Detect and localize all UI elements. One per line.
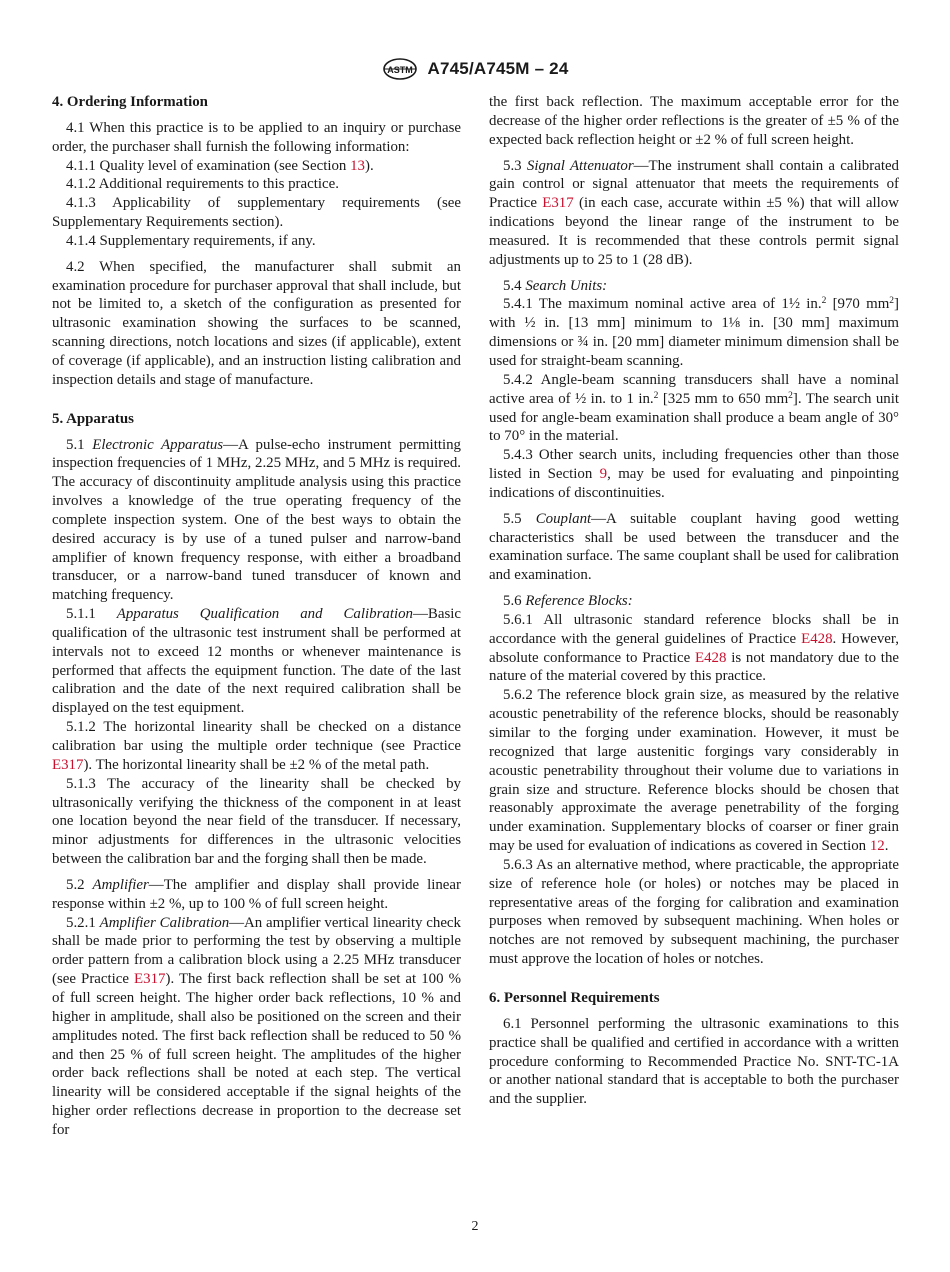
para-5-2-1: 5.2.1 Amplifier Calibration—An amplifier vertical linearity check shall be made prior to performing the test by observing a multiple order pattern from a calibration block using a 2.25 MHz transducer (see Practice E317). The first back reflection shall be set at 100 % of full screen height. The higher order back reflections, 10 % and higher in amplitude, shall also be positioned on the screen and their amplitudes noted. The first back reflection shall be reduced to 50 % and then 25 % of full screen height. The amplitudes of the higher order back reflections shall be noted at each step. The vertical linearity will be considered acceptable if the signal heights of the higher order reflections decrease in proportion to the decrease set for	[52, 914, 461, 1138]
practice-link-e317[interactable]: E317	[134, 971, 166, 988]
practice-link-e317[interactable]: E317	[542, 195, 574, 212]
para-5-2: 5.2 Amplifier—The amplifier and display shall provide linear response within ±2 %, up to 100 % of full screen height.	[52, 876, 461, 912]
para-4-1-4: 4.1.4 Supplementary requirements, if any.	[66, 232, 316, 249]
page-number: 2	[471, 1219, 479, 1234]
para-4-2: 4.2 When specified, the manufacturer shall submit an examination procedure for purchaser approval that shall include, but not be limited to, a sketch of the configuration as presented for ultrasonic examination showing the surfaces to be scanned, scanning directions, notch locations and sizes (if applicable), extent of coverage (if applicable), and an instruction listing calibration and inspection details and stage of manufacture.	[52, 258, 461, 388]
para-5-1: 5.1 Electronic Apparatus—A pulse-echo instrument permitting inspection frequencies of 1 MHz, 2.25 MHz, and 5 MHz is required. The accuracy of discontinuity amplitude analysis using this practice involves a knowledge of the true operating frequency of the complete inspection system. One of the best ways to obtain the desired accuracy is by use of a tuned pulser and narrow-band amplifier of known frequency response, with either a broadband transducer, or a narrow-band tuned transducer of known and matching frequency.	[52, 436, 461, 604]
para-5-6-1: 5.6.1 All ultrasonic standard reference blocks shall be in accordance with the general guidelines of Practice E428. However, absolute conformance to Practice E428 is not mandatory due to the nature of the material covered by this practice.	[489, 611, 899, 685]
para-4-1-3: 4.1.3 Applicability of supplementary requirements (see Supplementary Requirements section).	[52, 195, 461, 231]
astm-logo-text: ASTM	[386, 65, 413, 75]
para-4-1-1: 4.1.1 Quality level of examination (see Section 13).	[66, 157, 374, 174]
para-5-4: 5.4 Search Units:	[503, 277, 608, 294]
para-5-4-2: 5.4.2 Angle-beam scanning transducers shall have a nominal active area of ½ in. to 1 in.$^2$ [325 mm to 650 $mm^2$]. The search unit used for angle-beam examination shall produce a beam angle of 30° to 70° in the material.	[489, 371, 900, 445]
para-5-6-2: 5.6.2 The reference block grain size, as measured by the relative acoustic penetrability of the reference blocks, should be reasonably similar to the forging under examination. However, it must be recognized that large austenitic forgings vary considerably in acoustic penetrability throughout their volume due to variations in grain size and structure. Reference blocks should be chosen that reasonably approximate the average penetrability of the forging under examination. Supplementary blocks of coarser or finer grain may be used for evaluation of indications as covered in Section 12.	[489, 687, 899, 855]
para-5-3: 5.3 Signal Attenuator—The instrument shall contain a calibrated gain control or signal attenuator that meets the requirements of Practice E317 (in each case, accurate within ±5 %) that will allow indications beyond the linear range of the instrument to be measured. It is recommended that these controls permit signal adjustments up to 25 to 1 (28 dB).	[489, 157, 900, 268]
para-5-4-3: 5.4.3 Other search units, including frequencies other than those listed in Section 9, may be used for evaluating and pinpointing indications of discontinuities.	[489, 447, 899, 501]
para-5-2-1-continued: the first back reflection. The maximum acceptable error for the decrease of the higher order reflections is the greater of ±5 % of the expected back reflection height or ±2 % of full screen height.	[489, 94, 899, 148]
practice-link-e428[interactable]: E428	[694, 649, 727, 666]
para-4-1-2: 4.1.2 Additional requirements to this practice.	[66, 176, 339, 193]
section-heading-personnel: 6. Personnel Requirements	[489, 989, 660, 1006]
section-link-13[interactable]: 13	[350, 157, 365, 174]
section-heading-apparatus: 5. Apparatus	[52, 410, 134, 427]
para-4-1: 4.1 When this practice is to be applied to an inquiry or purchase order, the purchaser shall furnish the following information:	[52, 119, 461, 155]
section-link-12[interactable]: 12	[869, 838, 885, 855]
section-heading-ordering: 4. Ordering Information	[52, 94, 208, 110]
para-5-4-1: 5.4.1 The maximum nominal active area of 1½ in.$^2$ [970 $mm^2$] with ½ in. [13 mm] minimum to 1⅛ in. [30 mm] maximum dimensions or ¾ in. [20 mm] diameter minimum dimension shall be used for straight-beam scanning.	[489, 296, 900, 369]
para-6-1: 6.1 Personnel performing the ultrasonic examinations to this practice shall be qualified and certified in accordance with a written procedure conforming to Recommended Practice No. SNT-TC-1A or another national standard that is acceptable to both the purchaser and the supplier.	[489, 1015, 899, 1108]
para-5-1-3: 5.1.3 The accuracy of the linearity shall be checked by ultrasonically verifying the thickness of the component in at least one location beyond the near field of the transducer. If necessary, minor adjustments for differences in the ultrasonic velocities between the calibration bar and the forging shall then be made.	[52, 775, 461, 868]
para-5-5: 5.5 Couplant—A suitable couplant having good wetting characteristics shall be used between the transducer and the examination surface. The same couplant shall be used for calibration and examination.	[489, 510, 900, 584]
section-link-9[interactable]: 9	[599, 466, 608, 483]
right-column	[489, 93, 899, 1109]
para-5-6: 5.6 Reference Blocks:	[503, 593, 633, 610]
left-column	[52, 93, 461, 1140]
para-5-6-3: 5.6.3 As an alternative method, where practicable, the appropriate size of reference hole (or holes) or notches may be placed in representative areas of the forging for calibration and examination purposes when removed by subsequent machining. When holes or notches are not removed by subsequent machining, the purchaser must approve the location of holes or notches.	[489, 856, 899, 968]
para-5-1-2: 5.1.2 The horizontal linearity shall be checked on a distance calibration bar using the multiple order technique (see Practice E317). The horizontal linearity shall be ±2 % of the metal path.	[52, 719, 461, 773]
astm-logo-icon	[382, 58, 418, 80]
para-5-1-1: 5.1.1 Apparatus Qualification and Calibration—Basic qualification of the ultrasonic test instrument shall be performed at intervals not to exceed 12 months or whenever maintenance is performed that affects the equipment function. The date of the last calibration and the date of the next required calibration shall be displayed on the test equipment.	[52, 606, 461, 717]
standard-designation: A745/A745M – 24	[427, 59, 569, 78]
practice-link-e428[interactable]: E428	[801, 630, 833, 647]
practice-link-e317[interactable]: E317	[52, 756, 84, 773]
page-header	[0, 58, 950, 82]
